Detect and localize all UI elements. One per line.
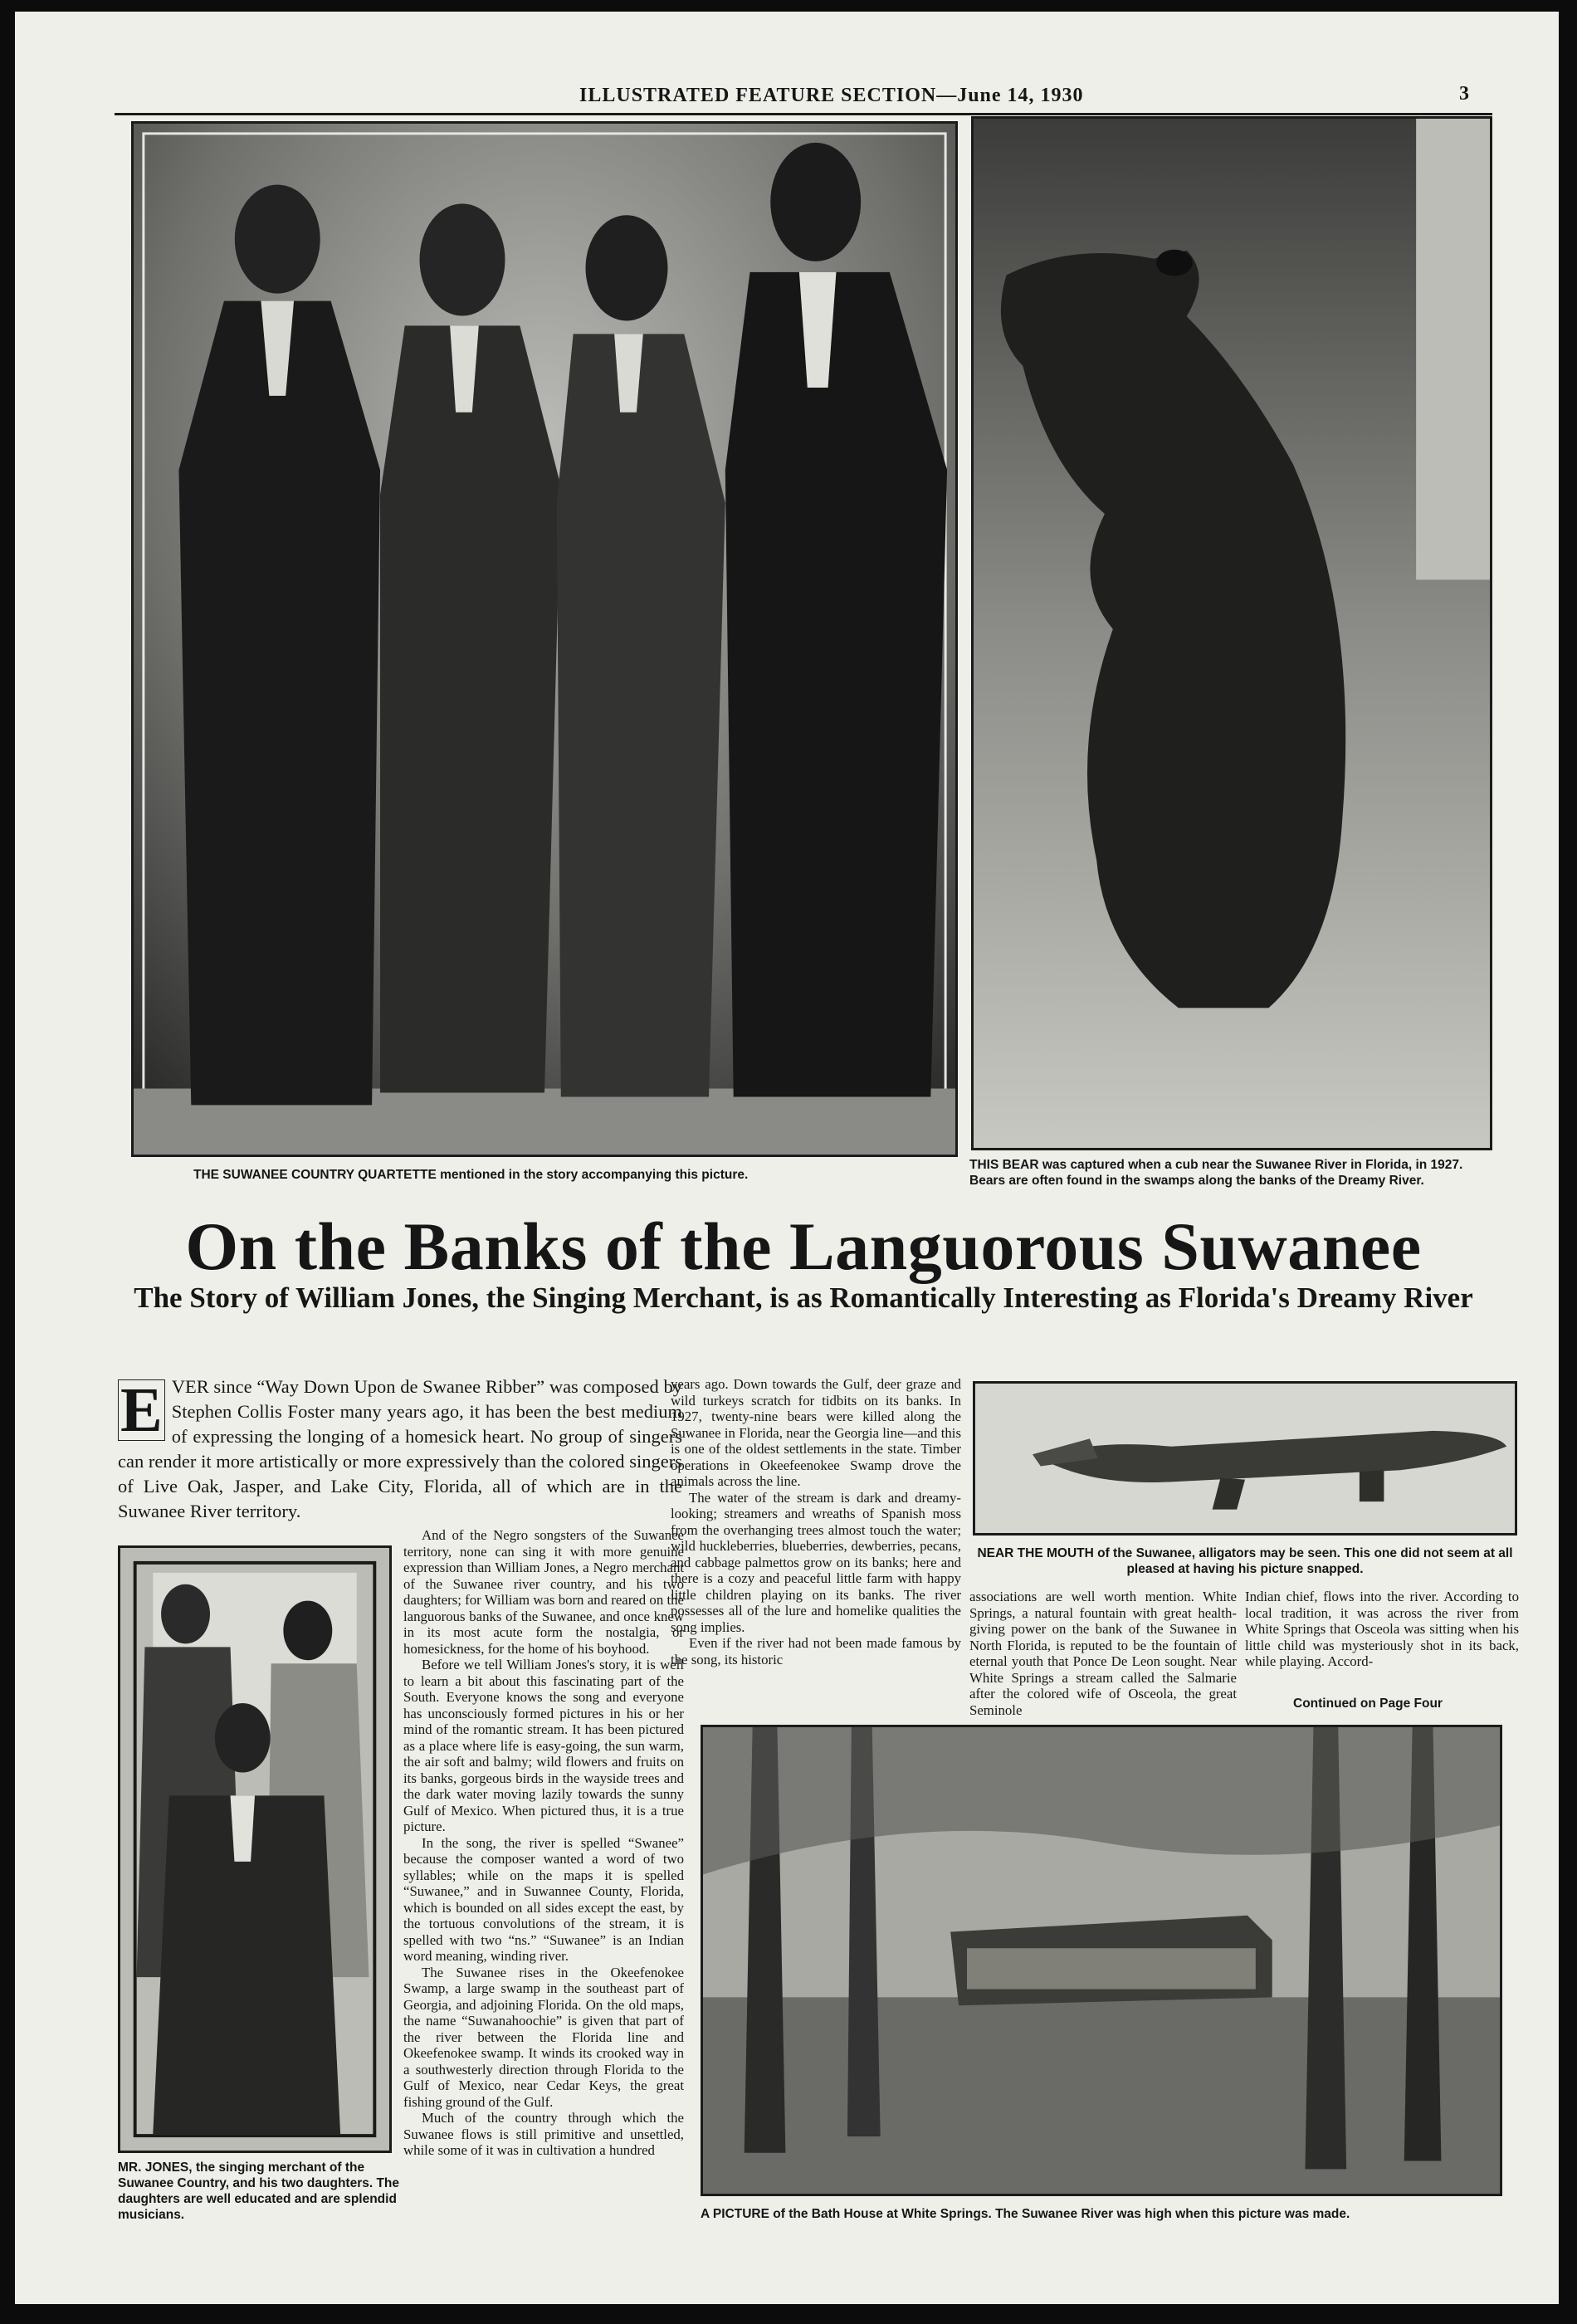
running-head: ILLUSTRATED FEATURE SECTION—June 14, 1930: [579, 85, 1084, 106]
paragraph: Much of the country through which the Suwanee flows is still primitive and unsettled, while some of it was in cultivation a hundred: [403, 2110, 684, 2158]
paragraph: Indian chief, flows into the river. According to local tradition, it was across the river from White Springs that Osceola was sitting when his little child was mysteriously shot in its back, while playing. Accord-: [1245, 1589, 1519, 1669]
continued-line: Continued on Page Four: [1293, 1697, 1443, 1711]
quartet-photo: [131, 121, 958, 1157]
newspaper-page: [15, 12, 1559, 2304]
jones-family-photo: [118, 1545, 392, 2153]
article-column-3: [969, 1589, 1237, 1721]
quartet-caption: THE SUWANEE COUNTRY QUARTETTE mentioned in the story accompanying this picture.: [193, 1168, 749, 1182]
article-column-1: [403, 1527, 684, 2231]
bath-house-caption: A PICTURE of the Bath House at White Springs. The Suwanee River was high when this picture was made.: [701, 2207, 1350, 2221]
bath-house-photo: [701, 1725, 1502, 2196]
article-headline: On the Banks of the Languorous Suwanee: [185, 1208, 1422, 1284]
page-number: 3: [1459, 83, 1469, 105]
paragraph: Before we tell William Jones's story, it is well to learn a bit about this fascinating part of the South. Everyone knows the song and everyone has unconsciously formed pictures in his or her mind of the romantic stream. It has been pictured as a place where life is easy-going, the sun warm, the air soft and balmy; wild flowers and fruits on its banks, gorgeous birds in the wayside trees and the dark water moving lazily towards the sunny Gulf of Mexico. When pictured thus, it is a true picture.: [403, 1657, 684, 1834]
paragraph: The water of the stream is dark and dreamy-looking; streamers and wreaths of Spanish moss from the overhanging trees almost touch the water; wild huckleberries, blueberries, dewberries, pecans, and cabbage palmettos grow on its banks; here and there is a cozy and peaceful little farm with happy little children playing on its banks. The river possesses all of the lure and homelike qualities the song implies.: [671, 1489, 961, 1635]
jones-family-caption: MR. JONES, the singing merchant of the Suwanee Country, and his two daughters. The daughters are well educated and are splendid musicians.: [118, 2160, 400, 2222]
paragraph: And of the Negro songsters of the Suwanee territory, none can sing it with more genuine expression than William Jones, a Negro merchant of the Suwanee river country, and his two daughters; for William was born and reared on the languorous banks of the Suwanee, and once knew in its most acute form the nostalgia, or homesickness, for the home of his boyhood.: [403, 1527, 684, 1657]
lead-paragraph: [118, 1374, 682, 1524]
paragraph: The Suwanee rises in the Okeefenokee Swamp, a large swamp in the southeast part of Georgia, and adjoining Florida. On the old maps, the name “Suwanahoochie” is given that part of the river between the Florida line and Okeefenokee swamp. It winds its crooked way in a southwesterly direction through Florida to the Gulf of Mexico, near Cedar Keys, the great fishing ground of the Gulf.: [403, 1964, 684, 2110]
article-column-2: [671, 1376, 961, 1718]
lead-text: VER since “Way Down Upon de Swanee Ribber” was composed by Stephen Collis Foster many years ago, it has been the best medium of expressing the longing of a homesick heart. No group of singers can render it more artistically or more expressively than the colored singers of Live Oak, Jasper, and Lake City, Florida, all of which are in the Suwanee River territory.: [118, 1376, 682, 1521]
alligator-caption: NEAR THE MOUTH of the Suwanee, alligators may be seen. This one did not seem at all pleased at having his picture snapped.: [977, 1546, 1513, 1576]
article-subheadline: The Story of William Jones, the Singing Merchant, is as Romantically Interesting as Florida's Dreamy River: [134, 1282, 1473, 1314]
paragraph: associations are well worth mention. White Springs, a natural fountain with great health-giving power on the bank of the Suwanee in North Florida, is reputed to be the fountain of eternal youth that Ponce De Leon sought. Near White Springs a stream called the Salmarie after the colored wife of Osceola, the great Seminole: [969, 1589, 1237, 1718]
drop-cap: E: [118, 1379, 165, 1441]
alligator-photo: [973, 1381, 1517, 1536]
header-rule: [115, 113, 1492, 115]
bear-photo: [971, 116, 1492, 1150]
bear-caption: THIS BEAR was captured when a cub near the Suwanee River in Florida, in 1927. Bears are often found in the swamps along the banks of the Dreamy River.: [969, 1158, 1463, 1188]
paragraph: In the song, the river is spelled “Swanee” because the composer wanted a word of two syllables; while on the maps it is spelled “Suwanee,” and in Suwannee County, Florida, which is bounded on all sides except the east, by the tortuous convolutions of the stream, it is spelled with two “ns.” “Suwanee” is an Indian word meaning, winding river.: [403, 1834, 684, 1964]
paragraph: Even if the river had not been made famous by the song, its historic: [671, 1635, 961, 1667]
article-column-4: [1245, 1589, 1519, 1687]
paragraph: years ago. Down towards the Gulf, deer graze and wild turkeys scratch for tidbits on its banks. In 1927, twenty-nine bears were killed along the Suwanee in Florida, near the Georgia line—and this is one of the oldest settlements in the state. Timber operations in Okeefeenokee Swamp drove the animals across the line.: [671, 1376, 961, 1489]
